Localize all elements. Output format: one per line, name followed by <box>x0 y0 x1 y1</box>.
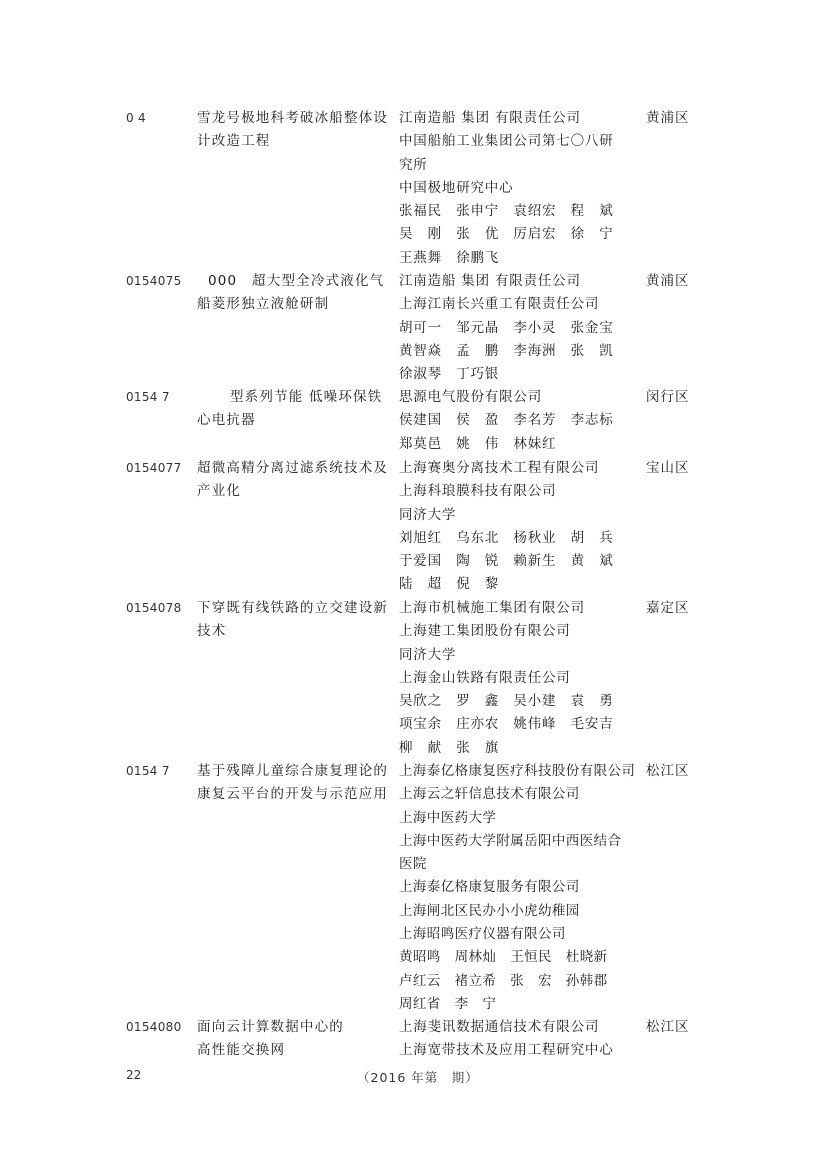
unit-line: 中国船舶工业集团公司第七〇八研 <box>399 133 614 150</box>
unit-line: 上海建工集团股份有限公司 <box>399 623 571 640</box>
people-line: 吴 刚 张 优 厉启宏 徐 宁 <box>399 226 614 243</box>
project-title <box>197 457 389 504</box>
units-and-people <box>399 760 639 1016</box>
unit-line: 上海斐讯数据通信技术有限公司 <box>399 1019 600 1035</box>
entry-number: 0 4 <box>126 111 146 125</box>
people-line: 吴欣之 罗 鑫 吴小建 袁 勇 <box>399 693 614 710</box>
units-and-people <box>399 107 639 270</box>
people-line: 郑莫邑 姚 伟 林妹红 <box>399 435 557 452</box>
title-line: 超微高精分离过滤系统技术及 <box>197 460 389 476</box>
unit-line: 江南造船 集团 有限责任公司 <box>399 110 581 126</box>
title-line: 康复云平台的开发与示范应用 <box>197 786 389 803</box>
district: 闵行区 <box>646 389 690 405</box>
unit-line: 上海闸北区民办小小虎幼稚园 <box>399 902 580 919</box>
issue-label: （2016 年第 期） <box>357 1070 479 1085</box>
unit-line: 上海昭鸣医疗仪器有限公司 <box>399 926 566 943</box>
project-title <box>197 597 389 644</box>
people-line: 徐淑琴 丁巧银 <box>399 366 500 383</box>
project-title <box>197 1016 389 1063</box>
people-line: 黄智焱 孟 鹏 李海洲 张 凯 <box>399 342 614 359</box>
entry-number: 0154078 <box>126 601 182 615</box>
unit-line: 上海泰亿格康复医疗科技股份有限公司 <box>399 763 636 779</box>
district: 黄浦区 <box>646 110 690 126</box>
title-line: 产业化 <box>197 483 242 500</box>
district: 嘉定区 <box>646 600 690 616</box>
unit-line: 上海金山铁路有限责任公司 <box>399 669 571 686</box>
project-title <box>197 270 389 317</box>
people-line: 周红省 李 宁 <box>399 995 497 1012</box>
people-line: 张福民 张申宁 袁绍宏 程 斌 <box>399 203 614 220</box>
units-and-people <box>399 386 639 456</box>
unit-line: 医院 <box>399 856 427 873</box>
page-number: 22 <box>126 1068 142 1082</box>
title-line: 型系列节能 低噪环保铁 <box>197 389 383 405</box>
title-line: 000 超大型全冷式液化气 <box>197 273 385 289</box>
people-line: 柳 献 张 旗 <box>399 739 500 756</box>
units-and-people <box>399 1016 639 1063</box>
unit-line: 同济大学 <box>399 646 457 663</box>
district: 松江区 <box>646 1019 690 1035</box>
unit-line: 思源电气股份有限公司 <box>399 389 542 405</box>
project-title <box>197 107 389 154</box>
people-line: 于爱国 陶 锐 赖新生 黄 斌 <box>399 553 614 570</box>
unit-line: 中国极地研究中心 <box>399 179 514 196</box>
people-line: 黄昭鸣 周林灿 王恒民 杜晓新 <box>399 949 608 966</box>
title-line: 下穿既有线铁路的立交建设新 <box>197 600 389 616</box>
unit-line: 上海中医药大学 <box>399 809 497 826</box>
people-line: 陆 超 倪 黎 <box>399 576 500 593</box>
people-line: 刘旭红 乌东北 杨秋业 胡 兵 <box>399 529 614 546</box>
unit-line: 上海江南长兴重工有限责任公司 <box>399 296 600 313</box>
units-and-people <box>399 270 639 386</box>
district: 松江区 <box>646 763 690 779</box>
title-line: 计改造工程 <box>197 133 271 150</box>
unit-line: 上海宽带技术及应用工程研究中心 <box>399 1042 614 1059</box>
units-and-people <box>399 597 639 760</box>
unit-line: 同济大学 <box>399 506 457 523</box>
unit-line: 上海中医药大学附属岳阳中西医结合 <box>399 832 622 849</box>
people-line: 卢红云 褚立希 张 宏 孙韩郡 <box>399 972 608 989</box>
unit-line: 上海科琅膜科技有限公司 <box>399 483 557 500</box>
title-line: 高性能交换网 <box>197 1042 286 1059</box>
district: 宝山区 <box>646 460 690 476</box>
people-line: 项宝余 庄亦农 姚伟峰 毛安吉 <box>399 716 614 733</box>
title-line: 面向云计算数据中心的 <box>197 1019 344 1035</box>
title-line: 心电抗器 <box>197 412 256 429</box>
people-line: 王燕舞 徐鹏飞 <box>399 249 500 266</box>
title-line: 技术 <box>197 623 227 640</box>
unit-line: 上海泰亿格康复服务有限公司 <box>399 879 580 896</box>
title-line: 船菱形独立液舱研制 <box>197 296 330 313</box>
entry-number: 0154 7 <box>126 764 170 778</box>
entry-number: 0154077 <box>126 461 182 475</box>
entry-number: 0154075 <box>126 274 182 288</box>
unit-line: 上海赛奥分离技术工程有限公司 <box>399 460 600 476</box>
project-title <box>197 760 389 807</box>
project-title <box>197 386 389 433</box>
unit-line: 究所 <box>399 156 428 173</box>
people-line: 胡可一 邹元晶 李小灵 张金宝 <box>399 319 614 336</box>
district: 黄浦区 <box>646 273 690 289</box>
title-line: 基于残障儿童综合康复理论的 <box>197 763 389 779</box>
entry-number: 0154080 <box>126 1020 182 1034</box>
unit-line: 江南造船 集团 有限责任公司 <box>399 273 581 289</box>
unit-line: 上海市机械施工集团有限公司 <box>399 600 585 616</box>
people-line: 侯建国 侯 盈 李名芳 李志标 <box>399 412 614 429</box>
unit-line: 上海云之轩信息技术有限公司 <box>399 786 580 803</box>
entry-number: 0154 7 <box>126 390 170 404</box>
title-line: 雪龙号极地科考破冰船整体设 <box>197 110 389 126</box>
units-and-people <box>399 457 639 597</box>
